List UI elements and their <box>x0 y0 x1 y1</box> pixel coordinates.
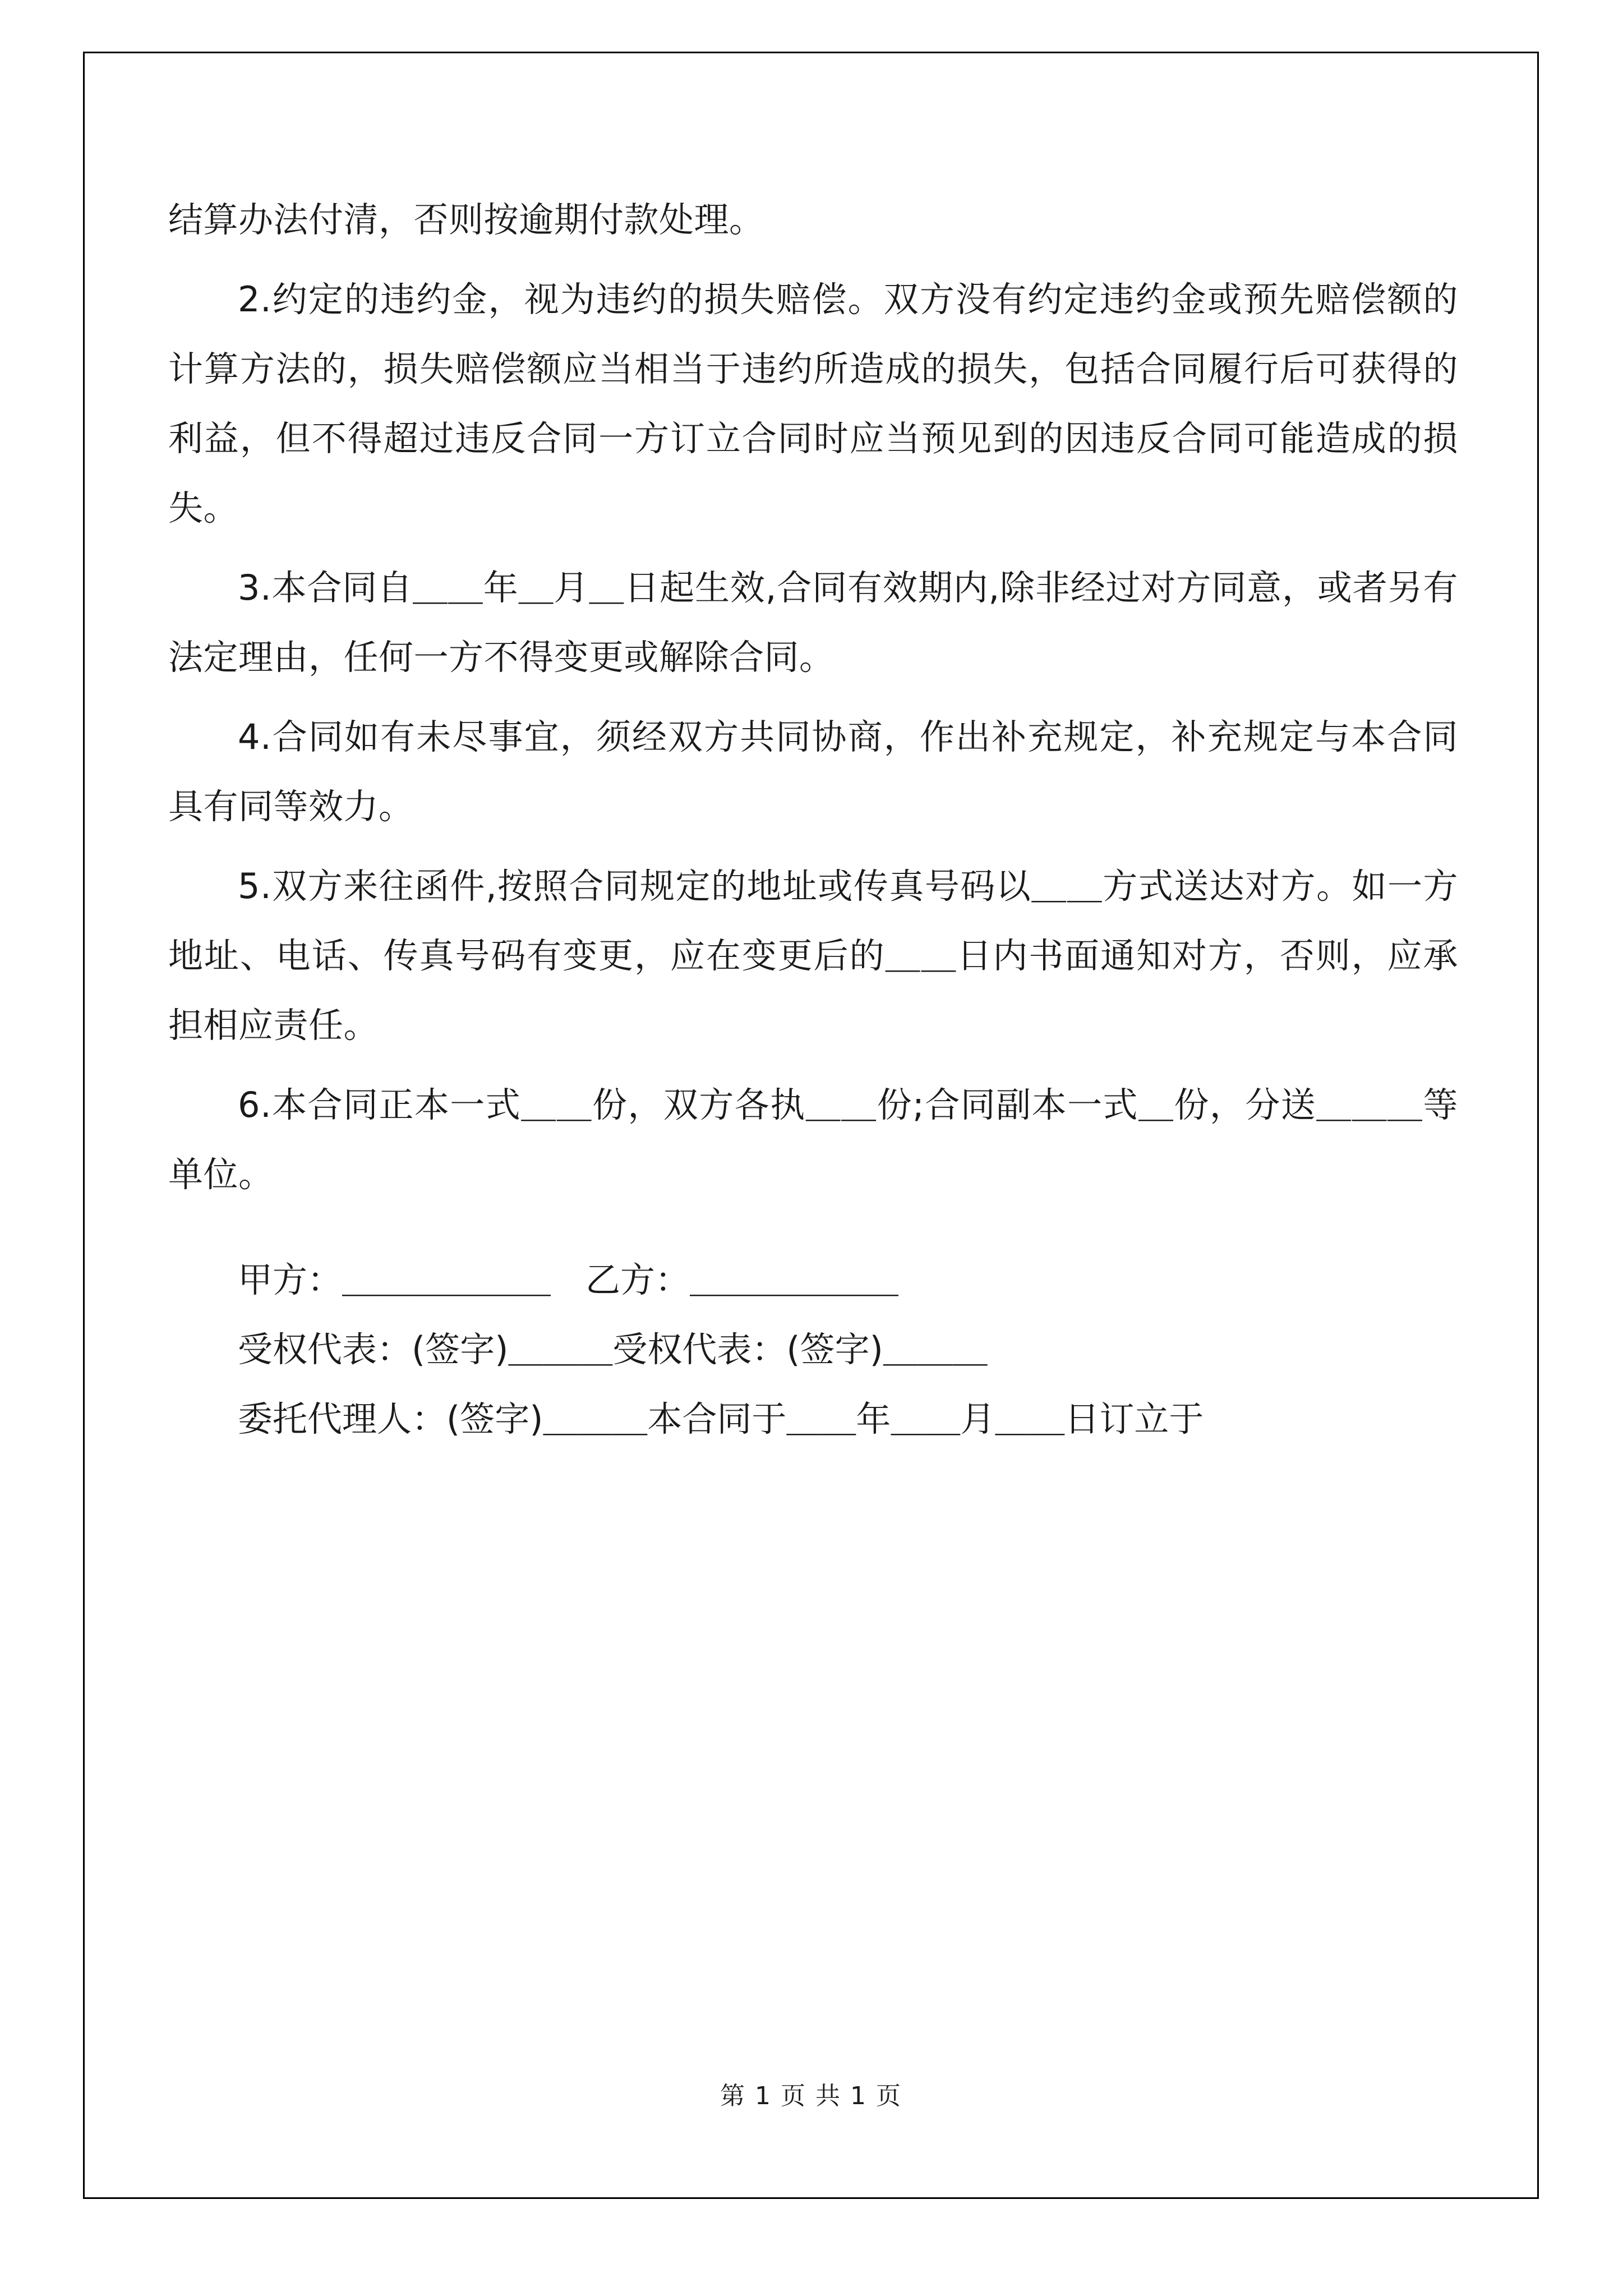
signature-block <box>168 1245 1458 1454</box>
paragraph-continuation: 结算办法付清，否则按逾期付款处理。 <box>168 199 764 240</box>
paragraph-clause-2: 2.约定的违约金，视为违约的损失赔偿。双方没有约定违约金或预先赔偿额的计算方法的，损失赔偿额应当相当于违约所造成的损失，包括合同履行后可获得的利益，但不得超过违反合同一方订立合同时应当预见到的因违反合同可能造成的损失。 <box>168 279 1458 528</box>
document-body <box>168 185 1458 1454</box>
page-footer: 第 1 页 共 1 页 <box>720 2082 902 2110</box>
signature-line-agent-and-date: 委托代理人：(签字)＿＿＿本合同于＿＿年＿＿月＿＿日订立于 <box>238 1398 1204 1439</box>
paragraph-clause-5: 5.双方来往函件,按照合同规定的地址或传真号码以＿＿方式送达对方。如一方地址、电话、传真号码有变更，应在变更后的＿＿日内书面通知对方，否则，应承担相应责任。 <box>168 866 1458 1046</box>
paragraph-clause-4: 4.合同如有未尽事宜，须经双方共同协商，作出补充规定，补充规定与本合同具有同等效力。 <box>168 716 1458 827</box>
signature-line-authorized-reps: 受权代表：(签字)＿＿＿受权代表：(签字)＿＿＿ <box>238 1329 988 1370</box>
paragraph-clause-6: 6.本合同正本一式＿＿份，双方各执＿＿份;合同副本一式＿份，分送＿＿＿等单位。 <box>168 1084 1458 1195</box>
paragraph-clause-3: 3.本合同自＿＿年＿月＿日起生效,合同有效期内,除非经过对方同意，或者另有法定理由，任何一方不得变更或解除合同。 <box>168 567 1458 678</box>
signature-line-parties: 甲方：＿＿＿＿＿＿ 乙方：＿＿＿＿＿＿ <box>238 1259 899 1300</box>
